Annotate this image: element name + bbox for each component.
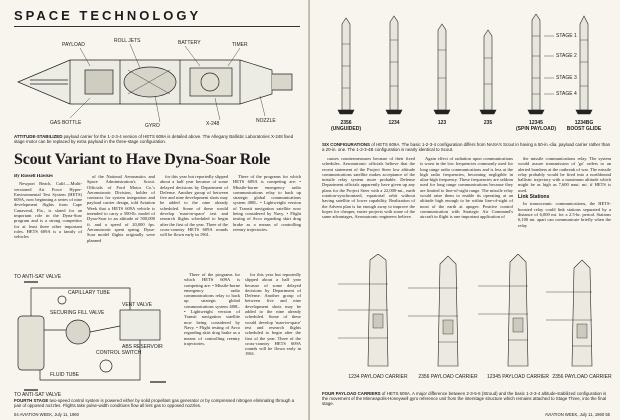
vehicle-label: 235 — [483, 120, 493, 126]
paragraph: of the National Aeronautics and Space Administration's Scout. Officials of Ford Motor Co.'s Aeronutronic Division, holder of contracts for system integration and payload carrier design, told Aviation Week that a HETS 609A vehicle is intended to carry a 500-lb. model of Dyna-Soar to an altitude of 500,000 ft. and a speed of 20,000 fps. Aeronutronic spent spring. Dyna-Soar model flights originally were planned — [87, 174, 155, 243]
diagram-label: FLUID TUBE — [50, 372, 80, 378]
article-headline: Scout Variant to Have Dyna-Soar Role — [14, 151, 271, 168]
svg-text:TIMER: TIMER — [232, 42, 248, 48]
carrier-label: 1234 PAYLOAD CARRIER — [348, 374, 408, 380]
diagram-label: ABS RESERVOIR — [122, 344, 163, 350]
fourth-stage-control-figure — [10, 270, 178, 398]
vehicle-label: 123 — [437, 120, 447, 126]
stage-label: STAGE 1 — [556, 33, 577, 39]
paragraph: There of the programs for which HETS 609A is competing are: • Missile-borne emergency radio communications relay to back up strategic global communications system 480L. • Lightweight version of Transit navigation satellite now being considered by Navy. • Flight testing of Avco regarding skirt drag brake as a means of controlling reentry trajectories. — [233, 174, 301, 232]
byline: By Russell Hawkes — [14, 174, 53, 179]
vehicle-label: 12345 (SPIN PAYLOAD) — [515, 120, 557, 132]
svg-text:ROLL JETS: ROLL JETS — [114, 38, 141, 44]
carrier-label: 2356 PAYLOAD CARRIER — [418, 374, 478, 380]
paragraph: Again effect of radiation upon communications is worst in the low frequencies commonly used for long range radio communications and is less at the high radio frequencies, becoming negligible in ultra-high frequency. These frequencies are seldom used for long range communications because they are limited to line-of-sight range. The missile relay would raise them to enable its operating at an altitude high enough to be within line-of-sight of most of the earth at apogee. Positive control communication with Strategic Air Command's aircraft in flight is one important application of — [420, 156, 513, 220]
svg-text:BATTERY: BATTERY — [178, 40, 201, 46]
subhead: Link Stations — [518, 194, 550, 201]
paragraph: Newport Beach, Calif.—Multi-versioned Air Force Hyper-Environmental Test System (HETS) 609A, now beginning a series of nine development flights from Cape Canaveral, Fla., is slated for an important role in the Dyna-Soar program and is a strong competitor for at least three other important roles. HETS 609A is a family of vehicles — [14, 181, 82, 240]
caption-text: payload carrier for the 1-2-3-4 version of HETS 609A is detailed above. The Allegany Ballistic Laboratories X-248 fixed stage motor can be replaced by extra payload in the three-stage configuration. — [14, 134, 294, 145]
article-column-3 — [160, 174, 228, 266]
caption-lead: ATTITUDE-STABILIZED — [14, 134, 63, 139]
vehicle-label: 1234BG BOOST GLIDE — [566, 120, 602, 132]
caption-lead: SIX CONFIGURATIONS — [322, 142, 370, 147]
diagram-label: TO ANTI-SAT VALVE — [14, 392, 62, 398]
article-column-3 — [518, 156, 611, 252]
right-page — [310, 0, 620, 420]
caption-lead: FOURTH STAGE — [14, 398, 49, 403]
svg-text:GAS BOTTLE: GAS BOTTLE — [50, 120, 82, 126]
svg-text:PAYLOAD: PAYLOAD — [62, 42, 85, 48]
header-rule — [14, 26, 300, 27]
diagram-label: CONTROL SWITCH — [96, 350, 142, 356]
article-column-4 — [233, 174, 301, 266]
bottom-figure-caption — [14, 398, 302, 408]
paragraph: There of the programs for which HETS 609A is competing are: • Missile-borne emergency radio communications relay to back up strategic global communications system 480L. • Lightweight version of Transit navigation satellite now being considered by Navy. • Flight testing of Avco regarding skirt drag brake as a means of controlling reentry trajectories. — [184, 272, 240, 346]
continued-column-2 — [245, 272, 301, 392]
four-payload-carriers-figure — [318, 254, 612, 388]
payload-carrier-cutaway-figure — [10, 30, 302, 130]
left-article-columns — [14, 174, 302, 266]
diagram-label: SECURING FILL VALVE — [50, 310, 105, 316]
carrier-label: 12345 PAYLOAD CARRIER — [486, 374, 550, 380]
stage-label: STAGE 2 — [556, 53, 577, 59]
article-column-2 — [87, 174, 155, 266]
svg-text:NOZZLE: NOZZLE — [256, 118, 276, 124]
caption-text: of HETS 609A. The basic 1-2-3-4 configuration differs from NASA's Scout in having a 50-in.-dia. payload carrier rather than a 20-in. one. The 1-2-3-4B configuration is nearly identical to Scout. — [322, 142, 611, 153]
six-configurations-figure — [318, 14, 612, 140]
svg-text:X-248: X-248 — [206, 121, 220, 127]
paragraph: for this year but reportedly slipped about a half year because of some delayed decisions by Department of Defense. Another group of between five and nine development shots may be added to the nine already scheduled. Some of these would develop 'man-in-space' test and research flights scheduled to begin after the first of the year. Three of the cross-country HETS 609A rounds will be flown early in 1961. — [245, 272, 301, 357]
control-system-diagram — [10, 270, 178, 398]
paragraph: the missile communications relay. The system would assure transmission of 'go' orders to an alerted bombers at the outbreak of war. The missile relay probably would be fired into a northbound ballistic trajectory with a maximum altitude which might be as high as 7,600 naut. mi. if HETS is used. — [518, 156, 611, 193]
diagram-label: TO ANTI-SAT VALVE — [14, 274, 62, 280]
four-carriers-caption — [322, 391, 612, 407]
diagram-label: CAPILLARY TUBE — [68, 290, 110, 296]
section-header: SPACE TECHNOLOGY — [14, 8, 202, 23]
article-column-2 — [420, 156, 513, 252]
carrier-label: 2356 PAYLOAD CARRIER — [552, 374, 612, 380]
top-figure-caption — [14, 134, 302, 144]
vehicle-label: 2356 (UNGUIDED) — [331, 120, 361, 132]
article-column-1 — [322, 156, 415, 252]
payload-carrier-drawing — [10, 30, 302, 130]
article-column-1 — [14, 174, 82, 266]
continued-column-1 — [184, 272, 240, 392]
right-article-columns — [322, 156, 612, 252]
diagram-label: VENT VALVE — [122, 302, 153, 308]
right-folio: AVIATION WEEK, July 11, 1960 55 — [544, 412, 610, 417]
stage-label: STAGE 3 — [556, 75, 577, 81]
six-config-caption — [322, 142, 612, 152]
paragraph: causes countermeasures because of their fixed schedules. Aeronutronic officials believe that the recent statement of the Project Steer low altitude communications satellite makes acceptance of the missile relay system more probable. Defense Department officials apparently have given up any plans for the Project Steer with a 22,000-mi., earth rotation-synchronized, equatorial orbit without having satellite of lower capability. Realization of the Advent plan is far enough away to improve the hopes for cheaper, easier projects with some of the same advantages, Aeronutronic engineers believe. — [322, 156, 415, 220]
left-article-continued — [184, 272, 302, 392]
caption-lead: FOUR PAYLOAD CARRIERS — [322, 391, 381, 396]
caption-text: of HETS 609A. A major difference between 2-3-5-6 (Stroud) and the basic 1-2-3-4 altitude-stabilized configuration is the movement of the Minneapolis-Honeywell gyro reference unit from the interstage structure which remains attached to Stage Three, into the final stage. — [322, 391, 607, 407]
left-folio: 54 AVIATION WEEK, July 11, 1960 — [14, 412, 79, 417]
svg-text:GYRO: GYRO — [145, 123, 160, 129]
vehicle-configurations-drawing — [318, 14, 612, 140]
caption-text: two-speed control system is powered either by solid propellant gas generator or by compressed nitrogen eliminating through a pair of opposed nozzles. Flights take pulse-width conditions flow all lent gas to opposed nozzles. — [14, 398, 295, 409]
payload-carriers-drawing — [318, 254, 612, 388]
vehicle-label: 1234 — [388, 120, 400, 126]
stage-label: STAGE 4 — [556, 91, 577, 97]
paragraph: In transoceanic communications, the HETS-boosted relay could link stations separated by a distance of 6,000 mi. for a 2.5-hr. period. Stations 6,100 mi. apart can communicate briefly when the relay — [518, 201, 611, 228]
paragraph: for this year but reportedly slipped about a half year because of some delayed decisions by Department of Defense. Another group of between five and nine development shots may be added to the nine already scheduled. Some of these would develop 'man-in-space' test and research flights scheduled to begin after the first of the year. Three of the cross-country HETS 609A rounds will be flown early in 1961. — [160, 174, 228, 238]
